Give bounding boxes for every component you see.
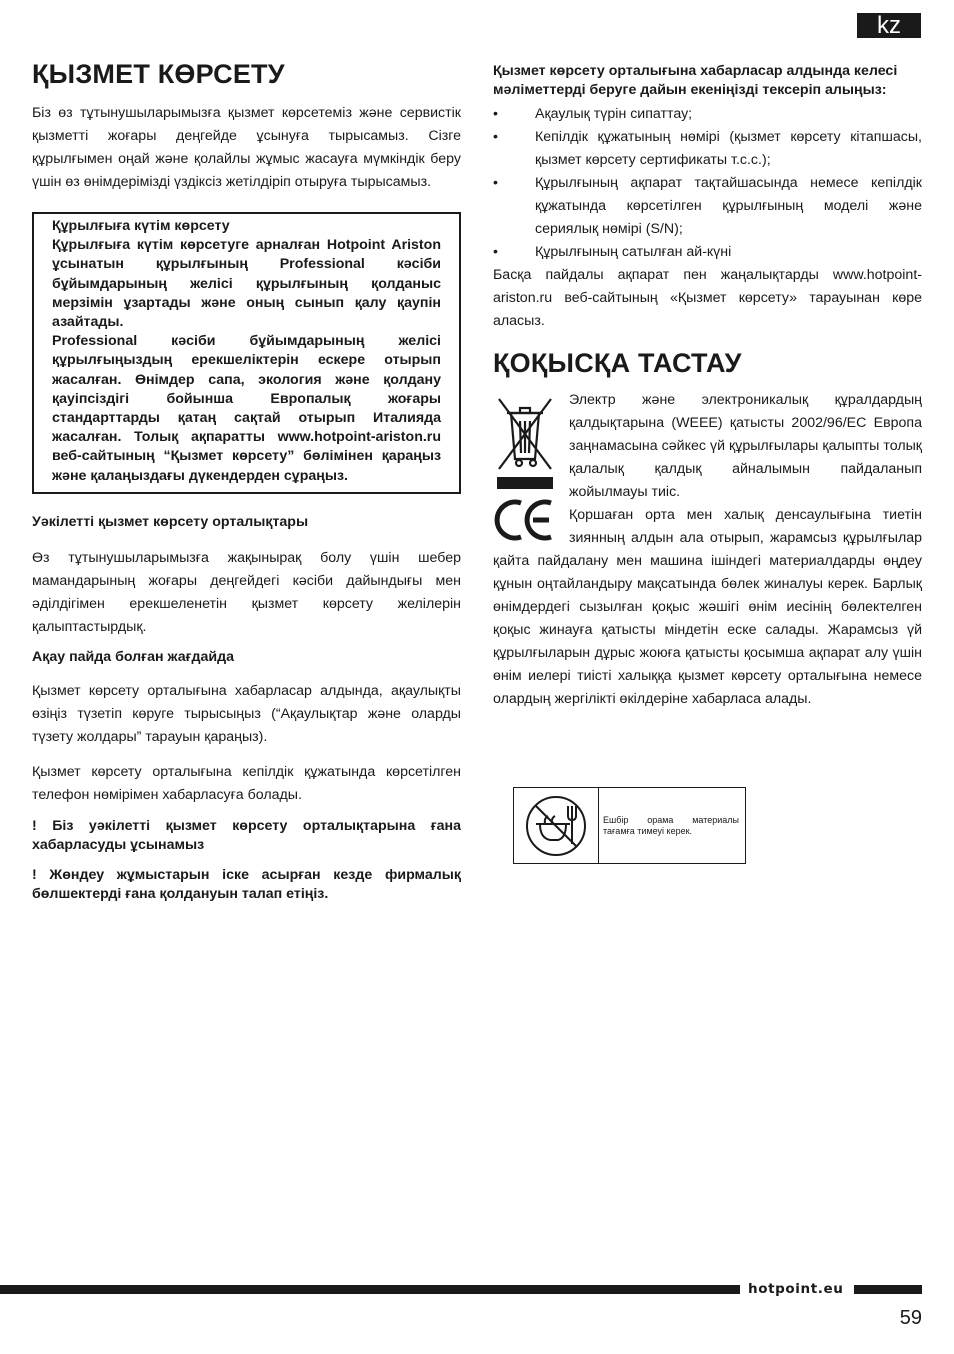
check-list bbox=[493, 103, 922, 264]
footer-brand: hotpoint.eu bbox=[748, 1281, 844, 1297]
footer-bar-left bbox=[0, 1285, 740, 1294]
list-item: • Құрылғының ақпарат тақтайшасында немесе кепілдік құжатында көрсетілген құрылғының моделі және сериялық нөмірі (S/N); bbox=[493, 172, 922, 241]
authorized-text: Өз тұтынушыларымызға жақынырақ болу үшін шебер мамандарының жоғары деңгейдегі кәсіби дайындығы мен әділдігімен ерекшеленетін қызмет көрсету желілерін қалыптастырдық. bbox=[32, 549, 461, 635]
check-heading: Қызмет көрсету орталығына хабарласар алдында келесі мәліметтерді беруге дайын екеніңізді тексеріп алыңыз: bbox=[493, 63, 898, 98]
right-column bbox=[493, 62, 922, 711]
disposal-title: ҚОҚЫСҚА ТАСТАУ bbox=[493, 348, 742, 378]
footer-bar-right bbox=[854, 1285, 922, 1294]
disposal-text-1: Электр және электроникалық құралдардың қалдықтарына (WEEE) қатысты 2002/96/EC Европа заңнамасына сәйкес үй құрылғылары қалыпты толық қалалық қалдық айналымын пайдаланып жойылмауы тиіс. bbox=[569, 392, 922, 500]
leak-text-2: Қызмет көрсету орталығына кепілдік құжатында көрсетілген телефон нөмірімен хабарласуға болады. bbox=[32, 763, 461, 803]
authorized-heading: Уәкілетті қызмет көрсету орталықтары bbox=[32, 513, 309, 530]
crossed-out-bin-icon bbox=[493, 391, 557, 491]
language-badge: kz bbox=[857, 13, 921, 38]
care-box-para1: Құрылғыға күтім көрсетуге арналған Hotpoint Ariston ұсынатын құрылғының Professional кәсіби бұйымдарының желісі құрылғының қолданыс мерзімін ұзартады және оның сынып қалу қаупін азайтады. bbox=[52, 237, 441, 331]
list-item: • Кепілдік құжатының нөмірі (қызмет көрсету кітапшасы, қызмет көрсету сертификаты т.с.с.); bbox=[493, 126, 922, 172]
disposal-text-2: Қоршаған орта мен халық денсаулығына тиетін зиянның алдын ала отырып, жарамсыз құрылғылар қайта пайдалану мен машина ішіндегі материалдарды өңдеу құнын оңтайландыру мақсатында бөлек жиналуы керек. Барлық өнімдердегі сызылған қоқыс жәшігі өнім иесінің бөлектелген қоқыс жинауға қатысты міндетін еске салады. Жарамсыз үй құрылғыларын дұрыс жоюға қатысты қосымша ақпарат алу үшін өнім иелері тиісті халыққа қызмет көрсету орталығына немесе олардың жергілікті өкілдеріне хабарласа алады. bbox=[493, 507, 922, 707]
food-icon-cell bbox=[514, 788, 599, 863]
list-item: • Құрылғының сатылған ай-күні bbox=[493, 241, 922, 264]
food-contact-box bbox=[513, 787, 746, 864]
food-note: Ешбір орама материалы тағамға тимеуі керек. bbox=[603, 815, 739, 836]
list-item: • Ақаулық түрін сипаттау; bbox=[493, 103, 922, 126]
page-number: 59 bbox=[899, 1307, 922, 1329]
leak-text-1: Қызмет көрсету орталығына хабарласар алдында, ақаулықты өзіңіз түзетіп көруге тырысыңыз (“Ақаулықтар және оларды түзету жолдары” тарауын қараңыз). bbox=[32, 682, 461, 745]
warning-2: ! Жөндеу жұмыстарын іске асырған кезде фирмалық бөлшектерді ғана қолдануын талап етіңіз. bbox=[32, 866, 461, 902]
left-column bbox=[32, 58, 461, 904]
more-info-text: Басқа пайдалы ақпарат пен жаңалықтарды www.hotpoint-ariston.ru веб-сайтының «Қызмет көрсету» тарауынан көре аласыз. bbox=[493, 267, 922, 329]
service-intro: Біз өз тұтынушыларымызға қызмет көрсетеміз және сервистік қызметті жоғары деңгейде ұсынуға тырысамыз. Сізге құрылғымен оңай және қолайлы жұмыс жасауға мүмкіндік беру үшін өз өнімдерімізді үздіксіз жетілдіріп отыруға тырысамыз. bbox=[32, 105, 461, 190]
care-box-para2: Professional кәсіби бұйымдарының желісі құрылғыңыздың ерекшеліктерін ескере отырып жасалған. Өнімдер сапа, экология және қолдану қауіпсіздігі бойынша Европалық жоғары стандарттарды қатаң сақтай отырып Италияда жасалған. Толық ақпаратты www.hotpoint-ariston.ru веб-сайтының “Қызмет көрсету” бөлімінен қараңыз және қалаңыздағы дүкендерден сұраңыз. bbox=[52, 333, 441, 484]
disposal-section bbox=[493, 389, 922, 711]
care-box-heading: Құрылғыға күтім көрсету bbox=[52, 218, 230, 234]
care-box bbox=[32, 212, 461, 494]
leak-heading: Ақау пайда болған жағдайда bbox=[32, 648, 235, 665]
no-food-contact-icon bbox=[524, 794, 588, 858]
warning-1: ! Біз уәкілетті қызмет көрсету орталықтарына ғана хабарласуды ұсынамыз bbox=[32, 817, 461, 853]
service-title: ҚЫЗМЕТ КӨРСЕТУ bbox=[32, 59, 285, 89]
ce-mark-icon bbox=[493, 497, 557, 543]
